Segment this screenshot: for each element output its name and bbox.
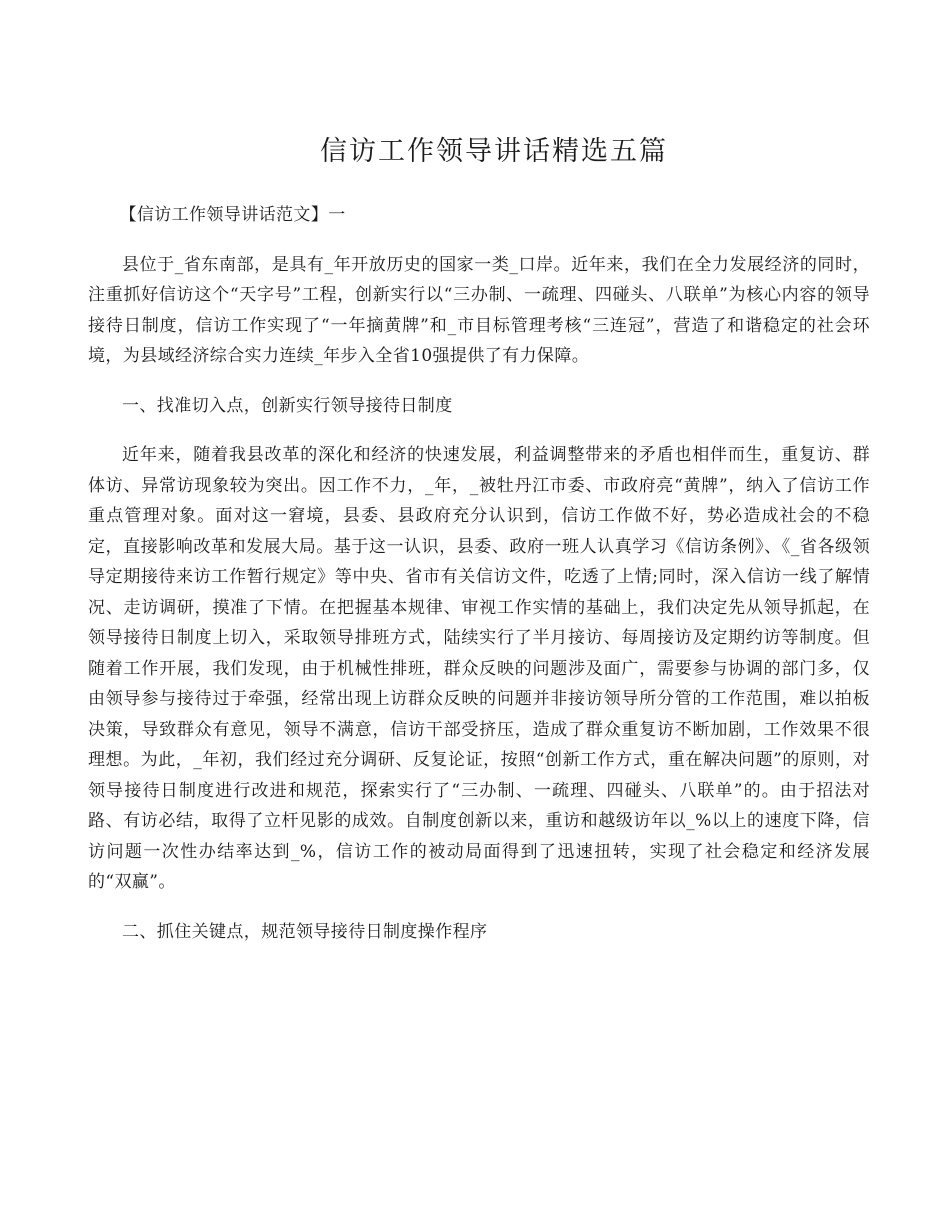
document-title: 信访工作领导讲话精选五篇 bbox=[320, 136, 668, 167]
section-heading-2: 二、抓住关键点，规范领导接待日制度操作程序 bbox=[122, 921, 488, 942]
section-heading-1: 一、找准切入点，创新实行领导接待日制度 bbox=[122, 395, 453, 416]
section-label: 【信访工作领导讲话范文】一 bbox=[119, 205, 346, 225]
paragraph-background: 近年来，随着我县改革的深化和经济的快速发展，利益调整带来的矛盾也相伴而生，重复访、群体访、异常访现象较为突出。因工作不力，_年，_被牡丹江市委、市政府亮“黄牌”，纳入了信访工作重点管理对象。面对这一窘境，县委、县政府充分认识到，信访工作做不好，势必造成社会的不稳定，直接影响改革和发展大局。基于这一认识，县委、政府一班人认真学习《信访条例》、《_省各级领导定期接待来访工作暂行规定》等中央、省市有关信访文件，吃透了上情;同时，深入信访一线了解情况、走访调研，摸准了下情。在把握基本规律、审视工作实情的基础上，我们决定先从领导抓起，在领导接待日制度上切入，采取领导排班方式，陆续实行了半月接访、每周接访及定期约访等制度。但随着工作开展，我们发现，由于机械性排班，群众反映的问题涉及面广，需要参与协调的部门多，仅由领导参与接待过于牵强，经常出现上访群众反映的问题并非接访领导所分管的工作范围，难以拍板决策，导致群众有意见，领导不满意，信访干部受挤压，造成了群众重复访不断加剧，工作效果不很理想。为此，_年初，我们经过充分调研、反复论证，按照“创新工作方式，重在解决问题”的原则，对领导接待日制度进行改进和规范，探索实行了“三办制、一疏理、四碰头、八联单”的。由于招法对路、有访必结，取得了立杆见影的成效。自制度创新以来，重访和越级访年以_%以上的速度下降，信访问题一次性办结率达到_%，信访工作的被动局面得到了迅速扭转，实现了社会稳定和经济发展的“双赢”。 bbox=[88, 445, 870, 892]
paragraph-intro: 县位于_省东南部，是具有_年开放历史的国家一类_口岸。近年来，我们在全力发展经济的同时，注重抓好信访这个“天字号”工程，创新实行以“三办制、一疏理、四碰头、八联单”为核心内容的领导接待日制度，信访工作实现了“一年摘黄牌”和_市目标管理考核“三连冠”，营造了和谐稳定的社会环境，为县域经济综合实力连续_年步入全省10强提供了有力保障。 bbox=[88, 254, 870, 366]
document-body bbox=[88, 200, 870, 966]
